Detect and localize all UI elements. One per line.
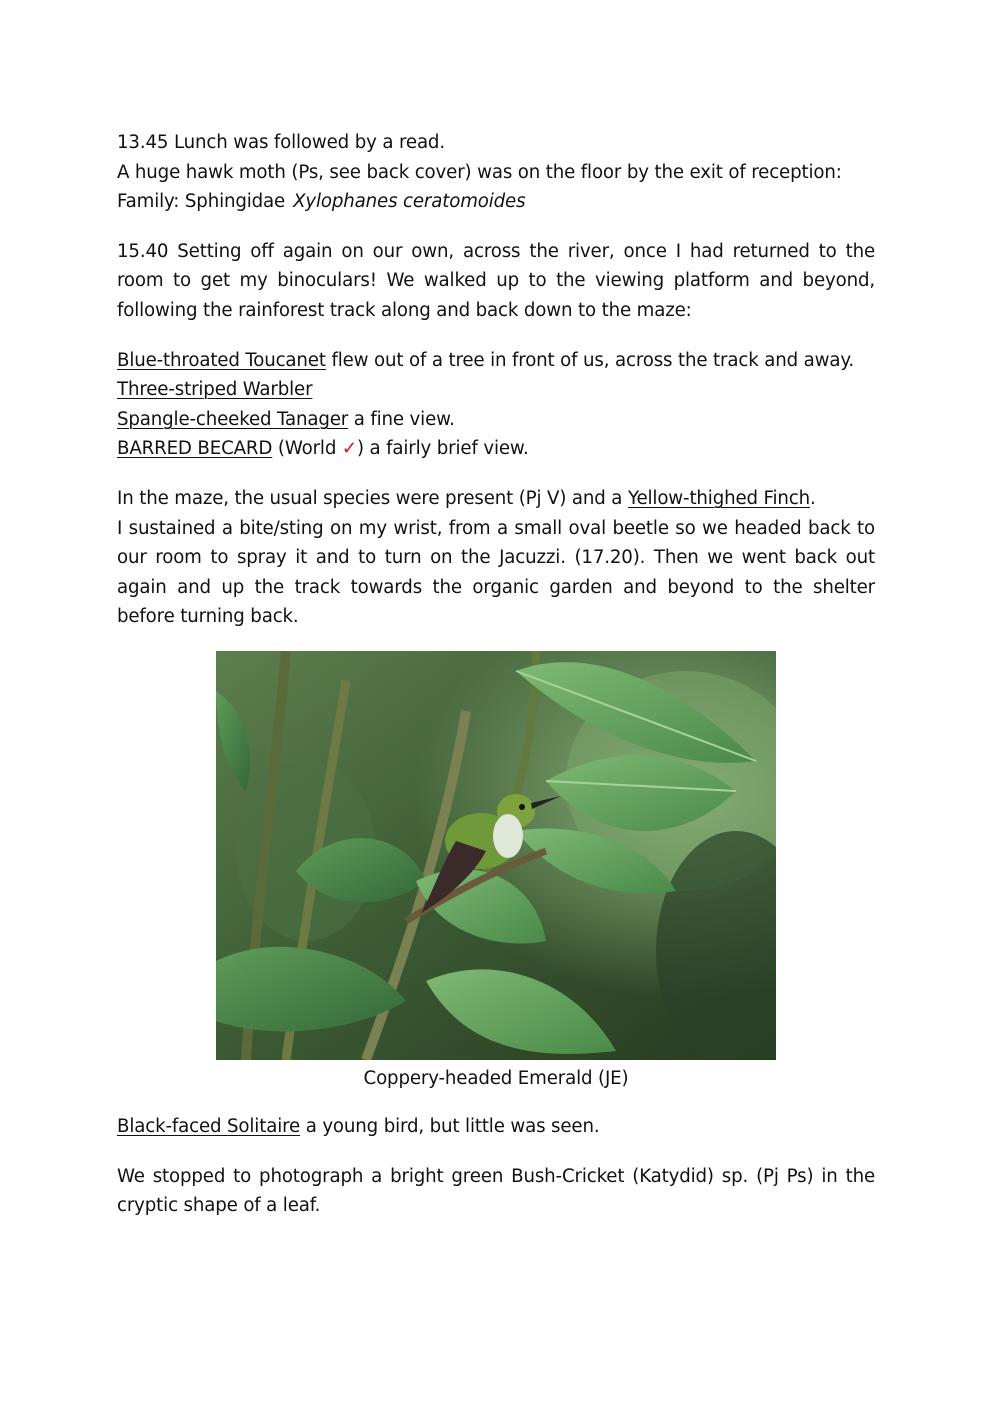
sighting-item — [117, 375, 875, 405]
journal-page-top — [117, 128, 875, 652]
solitaire-note: a young bird, but little was seen. — [300, 1116, 600, 1137]
maze-paragraph — [117, 484, 875, 632]
hummingbird-photo-drawing — [216, 651, 776, 1060]
solitaire-paragraph — [117, 1112, 875, 1142]
sighting-note: ) a fairly brief view. — [356, 438, 529, 460]
family-line — [117, 187, 875, 217]
journal-page-bottom — [117, 1112, 875, 1241]
maze-line — [117, 484, 875, 514]
sighting-note: flew out of a tree in front of us, across the track and away. — [325, 349, 854, 371]
lunch-paragraph — [117, 128, 875, 217]
checkmark-icon: ✓ — [341, 438, 357, 460]
sightings-list — [117, 346, 875, 464]
sighting-item — [117, 346, 875, 376]
sighting-item — [117, 434, 875, 464]
bird-name: BARRED BECARD — [117, 438, 273, 460]
setting-off-paragraph: 15.40 Setting off again on our own, across the river, once I had returned to the room to get my binoculars! We walked up to the viewing platform and beyond, following the rainforest track along and back down to the maze: — [117, 240, 875, 321]
sighting-item — [117, 405, 875, 435]
maze-text-end: . — [810, 487, 816, 509]
species-name: Xylophanes ceratomoides — [293, 191, 526, 213]
hummingbird-photo — [216, 651, 776, 1060]
bird-name: Blue-throated Toucanet — [117, 349, 326, 371]
bite-text: I sustained a bite/sting on my wrist, from a small oval beetle so we headed back to our room to spray it and to turn on the Jacuzzi. (17.20). Then we went back out again and up the track towards the organic garden and beyond to the shelter before turning back. — [117, 517, 875, 628]
bird-name: Black-faced Solitaire — [117, 1116, 301, 1137]
bird-name: Three-striped Warbler — [117, 379, 313, 401]
sighting-note: (World — [272, 438, 342, 460]
hawk-moth-line: A huge hawk moth (Ps, see back cover) was on the floor by the exit of reception: — [117, 161, 842, 183]
sighting-note: a fine view. — [348, 408, 455, 430]
lunch-line: 13.45 Lunch was followed by a read. — [117, 132, 445, 153]
photo-caption: Coppery-headed Emerald (JE) — [363, 1068, 629, 1089]
family-label: Family: Sphingidae — [117, 191, 286, 213]
bird-name: Spangle-cheeked Tanager — [117, 408, 349, 430]
bush-cricket-paragraph: We stopped to photograph a bright green Bush-Cricket (Katydid) sp. (Pj Ps) in the cryptic shape of a leaf. — [117, 1165, 875, 1217]
bird-name: Yellow-thighed Finch — [627, 487, 811, 509]
maze-text: In the maze, the usual species were present (Pj V) and a — [117, 487, 628, 509]
